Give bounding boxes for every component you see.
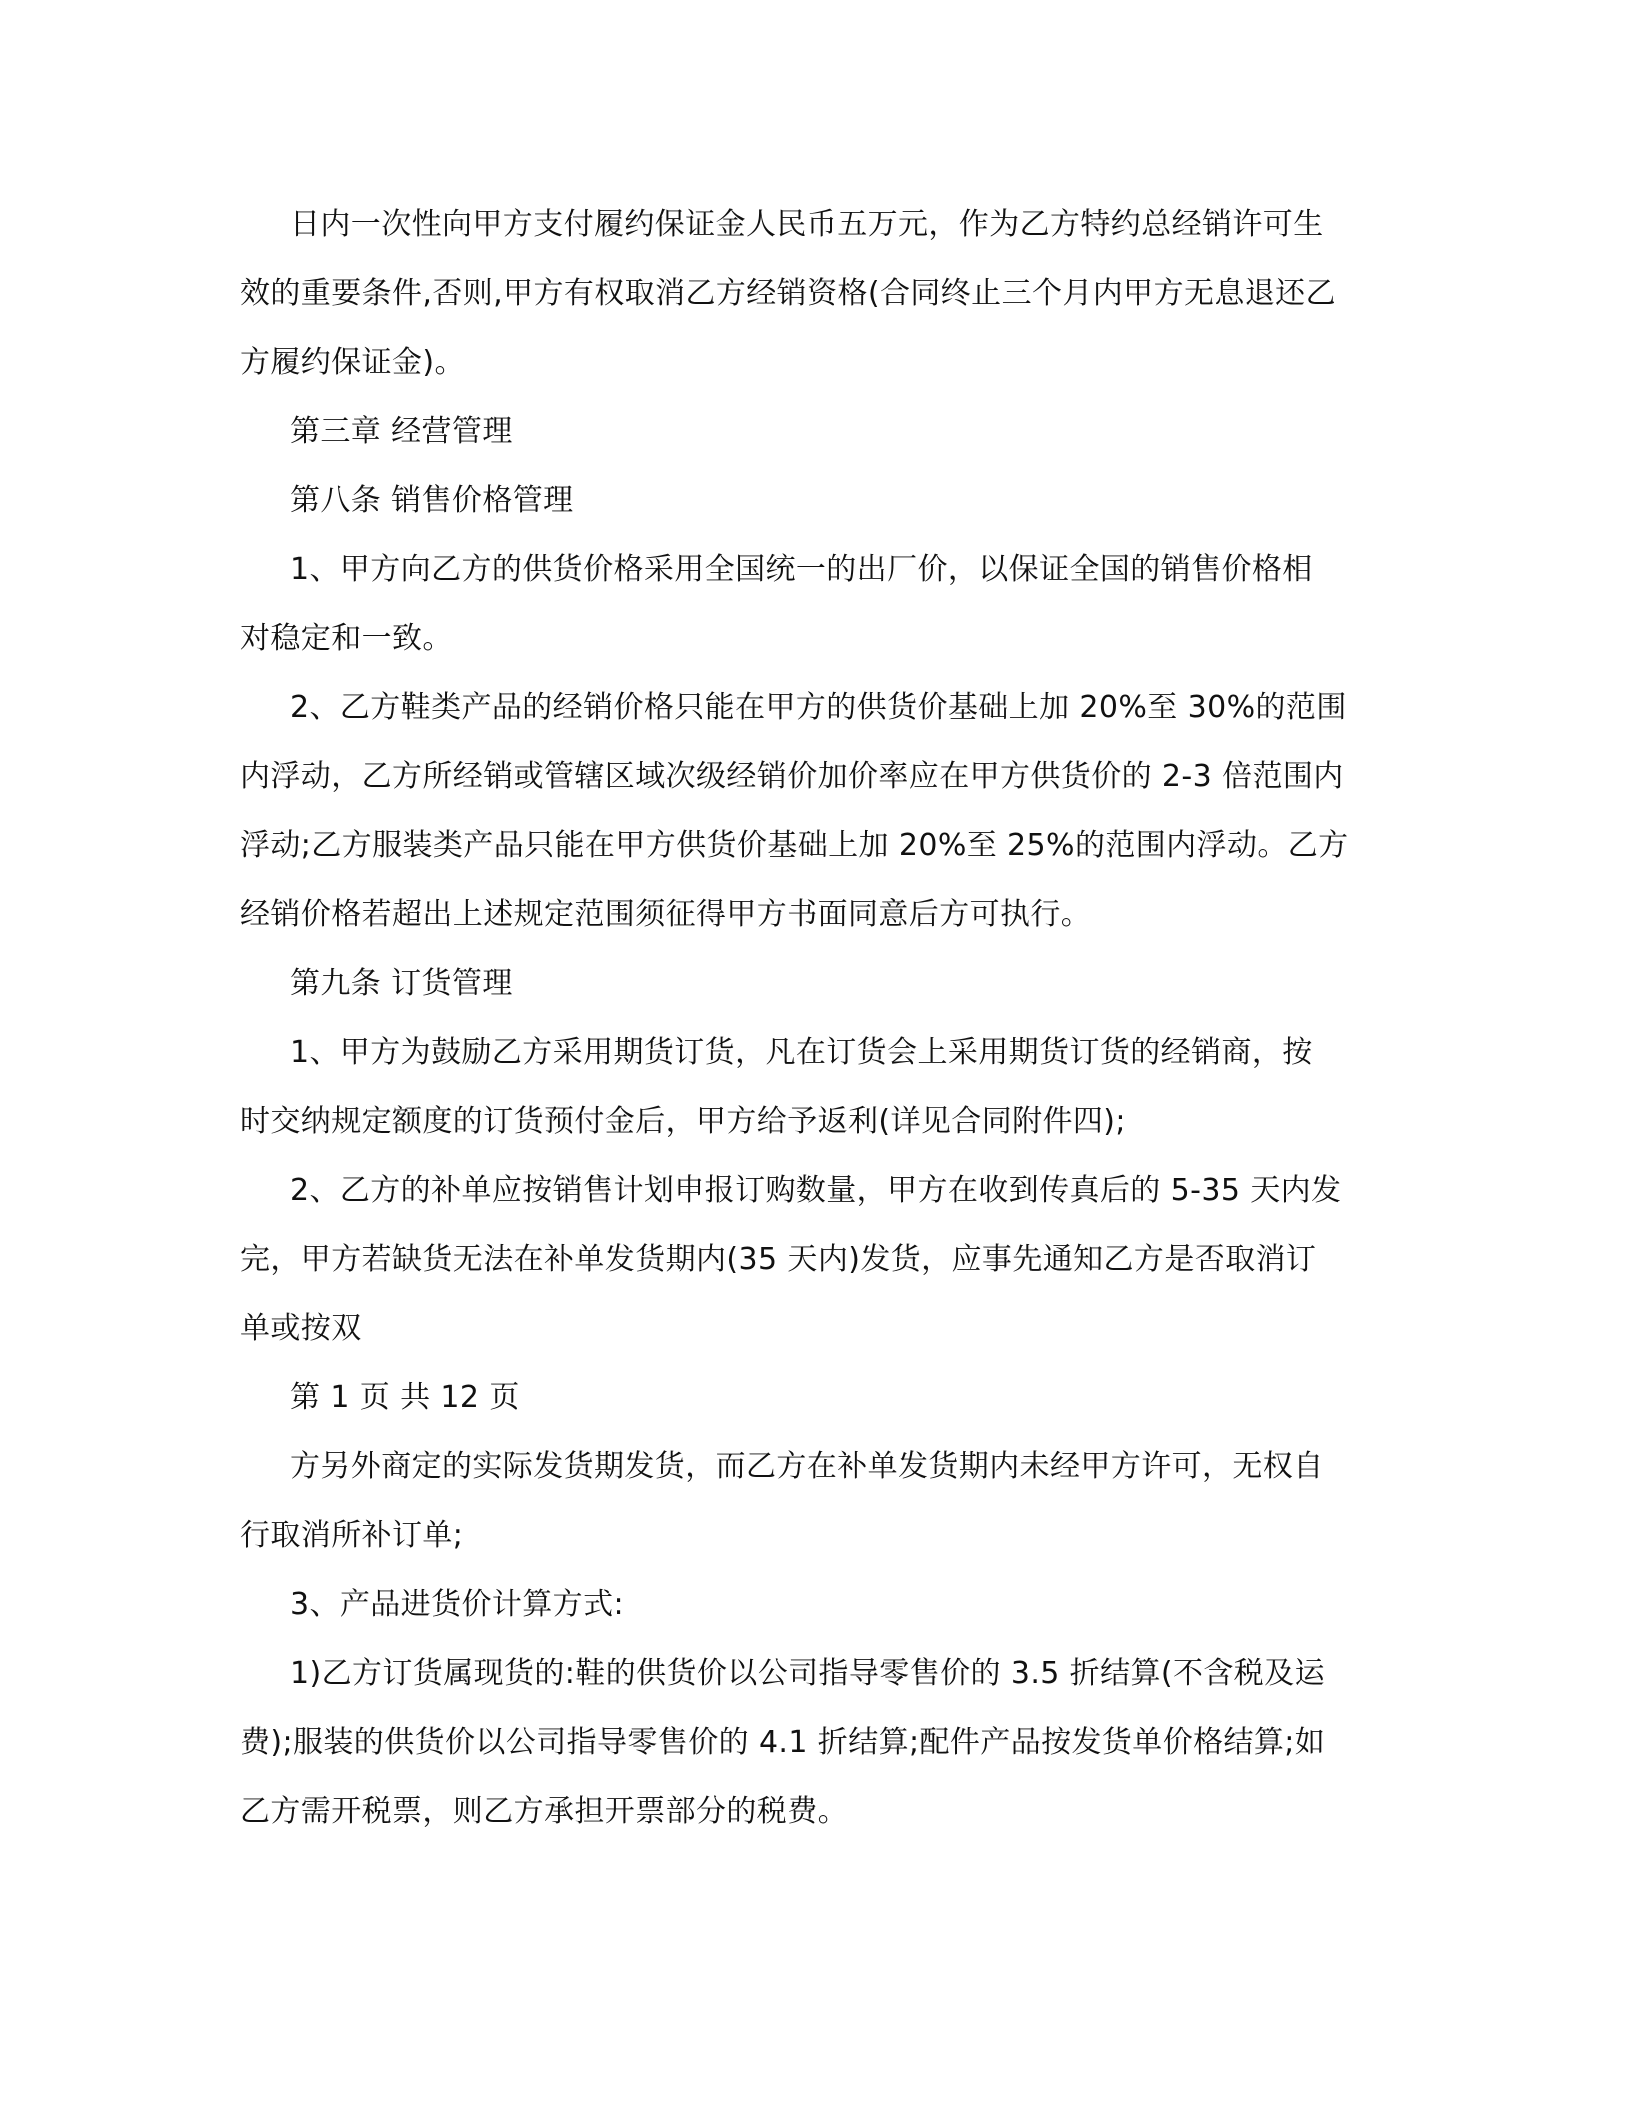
paragraph-line: 乙方需开税票，则乙方承担开票部分的税费。 [240,1794,848,1829]
paragraph-line: 2、乙方的补单应按销售计划申报订购数量，甲方在收到传真后的 5-35 天内发 [290,1173,1342,1208]
paragraph-line: 内浮动，乙方所经销或管辖区域次级经销价加价率应在甲方供货价的 2-3 倍范围内 [240,759,1344,794]
paragraph-line: 1、甲方向乙方的供货价格采用全国统一的出厂价，以保证全国的销售价格相 [290,552,1313,587]
paragraph-line: 时交纳规定额度的订货预付金后，甲方给予返利(详见合同附件四); [240,1104,1126,1139]
paragraph-line: 3、产品进货价计算方式: [290,1587,624,1622]
page-number: 第 1 页 共 12 页 [290,1380,520,1415]
paragraph-line: 方履约保证金)。 [240,345,465,380]
paragraph-line: 经销价格若超出上述规定范围须征得甲方书面同意后方可执行。 [240,897,1092,932]
paragraph-line: 1)乙方订货属现货的:鞋的供货价以公司指导零售价的 3.5 折结算(不含税及运 [290,1656,1325,1691]
paragraph-line: 完，甲方若缺货无法在补单发货期内(35 天内)发货，应事先通知乙方是否取消订 [240,1242,1317,1277]
chapter-heading: 第三章 经营管理 [290,414,513,449]
paragraph-line: 效的重要条件,否则,甲方有权取消乙方经销资格(合同终止三个月内甲方无息退还乙 [240,276,1336,311]
paragraph-line: 单或按双 [240,1311,362,1346]
article-heading: 第八条 销售价格管理 [290,483,574,518]
paragraph-line: 费);服装的供货价以公司指导零售价的 4.1 折结算;配件产品按发货单价格结算;如 [240,1725,1326,1760]
paragraph-line: 对稳定和一致。 [240,621,453,656]
paragraph-line: 1、甲方为鼓励乙方采用期货订货，凡在订货会上采用期货订货的经销商，按 [290,1035,1313,1070]
article-heading: 第九条 订货管理 [290,966,513,1001]
document-body [240,190,1390,1846]
paragraph-line: 日内一次性向甲方支付履约保证金人民币五万元，作为乙方特约总经销许可生 [290,207,1324,242]
paragraph-line: 2、乙方鞋类产品的经销价格只能在甲方的供货价基础上加 20%至 30%的范围 [290,690,1347,725]
paragraph-line: 行取消所补订单; [240,1518,464,1553]
paragraph-line: 浮动;乙方服装类产品只能在甲方供货价基础上加 20%至 25%的范围内浮动。乙方 [240,828,1349,863]
paragraph-line: 方另外商定的实际发货期发货，而乙方在补单发货期内未经甲方许可，无权自 [290,1449,1324,1484]
